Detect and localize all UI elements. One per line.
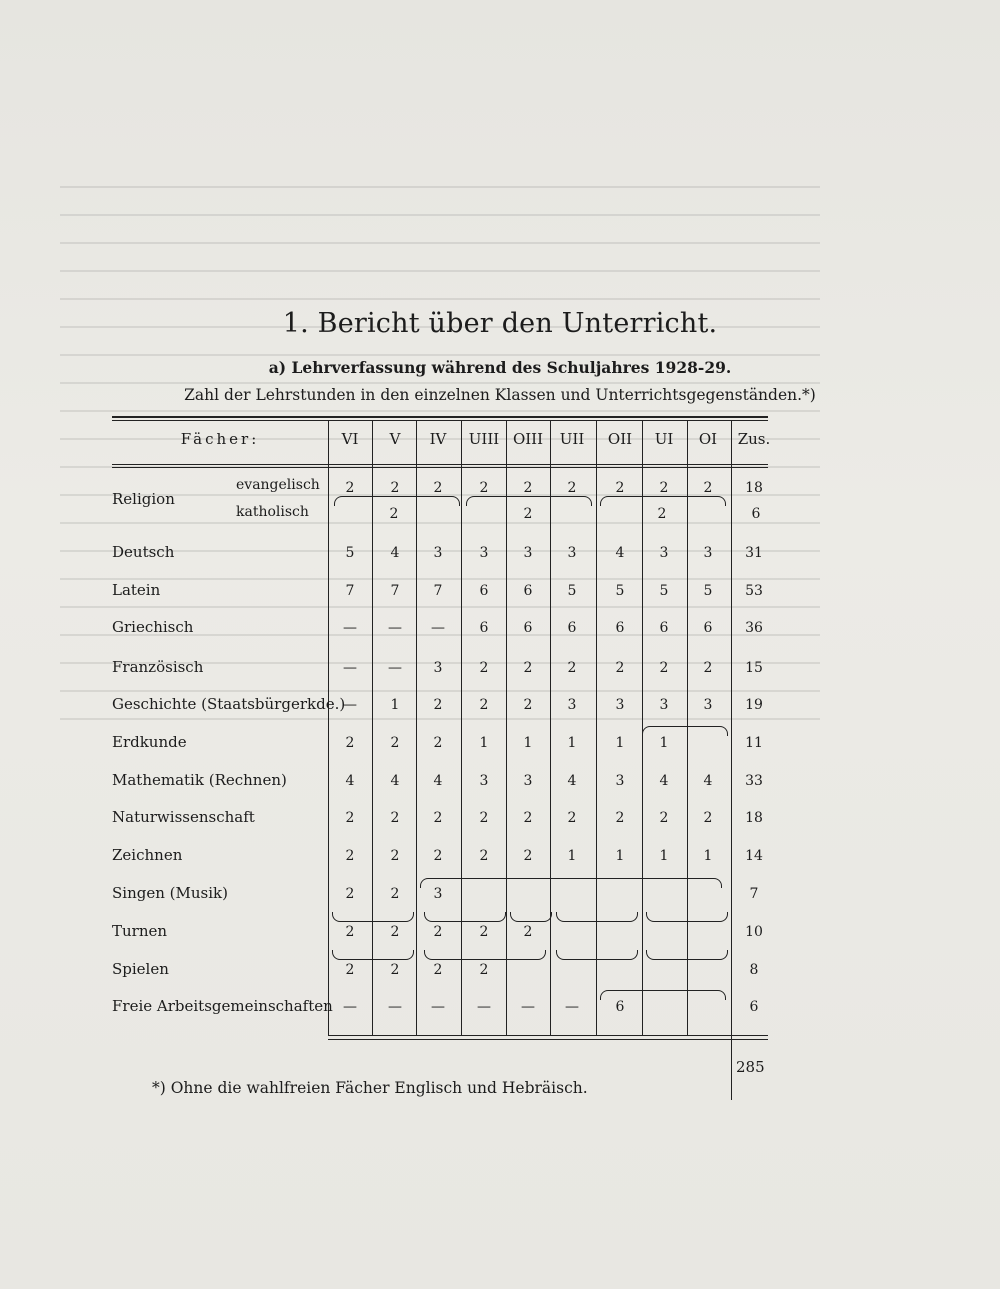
column-line bbox=[550, 420, 551, 1035]
table-cell: — bbox=[431, 999, 445, 1015]
table-cell: 6 bbox=[567, 620, 577, 636]
column-line bbox=[416, 420, 417, 1035]
table-cell: 2 bbox=[523, 810, 533, 826]
table-cell: — bbox=[343, 660, 357, 676]
table-cell: 4 bbox=[567, 773, 577, 789]
table-cell: 3 bbox=[615, 697, 625, 713]
table-cell: 6 bbox=[479, 620, 489, 636]
table-cell: 4 bbox=[390, 773, 400, 789]
table-cell: 2 bbox=[523, 697, 533, 713]
subject-label: Deutsch bbox=[112, 543, 175, 561]
religion-evangelisch-label: evangelisch bbox=[236, 477, 320, 493]
table-cell: 2 bbox=[390, 886, 400, 902]
table-cell: 2 bbox=[390, 480, 400, 496]
table-cell: 2 bbox=[567, 810, 577, 826]
table-cell: 2 bbox=[615, 810, 625, 826]
table-cell: 2 bbox=[479, 480, 489, 496]
table-cell: 2 bbox=[567, 480, 577, 496]
table-cell: 1 bbox=[659, 848, 669, 864]
table-cell: 7 bbox=[390, 583, 400, 599]
table-cell: 3 bbox=[433, 545, 443, 561]
header-rule bbox=[112, 464, 768, 465]
table-cell: 6 bbox=[479, 583, 489, 599]
subject-header: Fächer: bbox=[180, 430, 260, 448]
table-cell: 6 bbox=[523, 583, 533, 599]
table-cell: 2 bbox=[523, 924, 533, 940]
table-cell: 18 bbox=[745, 480, 763, 496]
brace bbox=[646, 950, 728, 960]
subject-label: Turnen bbox=[112, 922, 168, 940]
table-cell: — bbox=[388, 999, 402, 1015]
table-cell: 2 bbox=[523, 660, 533, 676]
table-cell: 6 bbox=[615, 999, 625, 1015]
table-cell: 2 bbox=[345, 886, 355, 902]
column-header-ui: UI bbox=[654, 430, 674, 448]
table-cell: 1 bbox=[615, 848, 625, 864]
table-cell: 3 bbox=[567, 697, 577, 713]
table-cell: 4 bbox=[433, 773, 443, 789]
religion-label: Religion bbox=[112, 490, 175, 508]
subject-label: Spielen bbox=[112, 960, 169, 978]
column-header-uiii: UIII bbox=[468, 430, 500, 448]
table-cell: 10 bbox=[745, 924, 763, 940]
table-cell: 1 bbox=[703, 848, 713, 864]
table-cell: 1 bbox=[479, 735, 489, 751]
table-cell: 2 bbox=[345, 962, 355, 978]
table-cell: 2 bbox=[523, 480, 533, 496]
table-cell: 2 bbox=[479, 810, 489, 826]
brace bbox=[332, 950, 414, 960]
table-cell: 2 bbox=[479, 848, 489, 864]
table-cell: 15 bbox=[745, 660, 763, 676]
column-header-vi: VI bbox=[341, 430, 359, 448]
table-cell: 19 bbox=[745, 697, 763, 713]
table-cell: 5 bbox=[567, 583, 577, 599]
brace bbox=[600, 990, 726, 1000]
table-cell: 2 bbox=[703, 810, 713, 826]
table-cell: 2 bbox=[390, 962, 400, 978]
table-cell: 2 bbox=[390, 735, 400, 751]
table-cell: 8 bbox=[749, 962, 759, 978]
table-cell: 3 bbox=[615, 773, 625, 789]
subject-label: Latein bbox=[112, 581, 161, 599]
table-cell: 6 bbox=[659, 620, 669, 636]
table-cell: 5 bbox=[659, 583, 669, 599]
table-cell: — bbox=[343, 620, 357, 636]
table-cell: 2 bbox=[345, 480, 355, 496]
brace bbox=[334, 496, 460, 506]
table-cell: 3 bbox=[433, 660, 443, 676]
table-cell: — bbox=[343, 999, 357, 1015]
table-cell: 2 bbox=[479, 924, 489, 940]
table-cell: 33 bbox=[745, 773, 763, 789]
table-cell: 4 bbox=[615, 545, 625, 561]
top-rule bbox=[112, 416, 768, 418]
brace bbox=[424, 950, 546, 960]
column-header-iv: IV bbox=[429, 430, 447, 448]
table-cell: 2 bbox=[479, 660, 489, 676]
table-cell: — bbox=[343, 697, 357, 713]
table-cell: 3 bbox=[703, 545, 713, 561]
subject-label: Erdkunde bbox=[112, 733, 187, 751]
bottom-rule bbox=[328, 1035, 768, 1036]
table-cell: — bbox=[431, 620, 445, 636]
table-cell: 3 bbox=[523, 773, 533, 789]
table-cell: 1 bbox=[390, 697, 400, 713]
table-cell: 6 bbox=[749, 999, 759, 1015]
table-cell: 14 bbox=[745, 848, 763, 864]
brace bbox=[556, 950, 638, 960]
table-cell: 6 bbox=[751, 506, 761, 522]
subject-label: Freie Arbeitsgemeinschaften bbox=[112, 997, 333, 1015]
column-header-oiii: OIII bbox=[512, 430, 544, 448]
header-rule-2 bbox=[112, 467, 768, 468]
column-header-oii: OII bbox=[607, 430, 633, 448]
table-cell: 2 bbox=[433, 962, 443, 978]
table-cell: 53 bbox=[745, 583, 763, 599]
column-header-oi: OI bbox=[698, 430, 718, 448]
brace bbox=[600, 496, 726, 506]
table-cell: 11 bbox=[745, 735, 763, 751]
table-cell: 7 bbox=[433, 583, 443, 599]
subtitle: a) Lehrverfassung während des Schuljahres 1928-29. bbox=[268, 358, 732, 377]
table-cell: 4 bbox=[703, 773, 713, 789]
table-cell: 1 bbox=[659, 735, 669, 751]
footnote: *) Ohne die wahlfreien Fächer Englisch und Hebräisch. bbox=[152, 1079, 588, 1097]
table-cell: 3 bbox=[567, 545, 577, 561]
brace bbox=[424, 912, 506, 922]
table-cell: — bbox=[388, 620, 402, 636]
table-cell: 1 bbox=[523, 735, 533, 751]
subject-label: Zeichnen bbox=[112, 846, 183, 864]
table-cell: 2 bbox=[389, 506, 399, 522]
column-header-zus.: Zus. bbox=[737, 430, 771, 448]
table-cell: 6 bbox=[615, 620, 625, 636]
brace bbox=[642, 726, 728, 736]
column-line bbox=[596, 420, 597, 1035]
table-cell: 36 bbox=[745, 620, 763, 636]
table-cell: 2 bbox=[567, 660, 577, 676]
table-cell: 2 bbox=[433, 735, 443, 751]
table-cell: 2 bbox=[433, 697, 443, 713]
brace bbox=[510, 912, 552, 922]
grand-total: 285 bbox=[736, 1058, 765, 1076]
table-cell: 5 bbox=[345, 545, 355, 561]
subject-label: Französisch bbox=[112, 658, 204, 676]
table-cell: 4 bbox=[390, 545, 400, 561]
column-header-uii: UII bbox=[559, 430, 585, 448]
column-line bbox=[328, 420, 329, 1035]
table-cell: 2 bbox=[345, 810, 355, 826]
table-cell: 2 bbox=[523, 848, 533, 864]
table-cell: 3 bbox=[523, 545, 533, 561]
subject-label: Griechisch bbox=[112, 618, 194, 636]
table-cell: — bbox=[565, 999, 579, 1015]
table-cell: — bbox=[388, 660, 402, 676]
subject-label: Geschichte (Staatsbürgerkde.) bbox=[112, 695, 346, 713]
table-cell: 7 bbox=[345, 583, 355, 599]
table-cell: 4 bbox=[345, 773, 355, 789]
table-cell: 2 bbox=[345, 735, 355, 751]
table-cell: 2 bbox=[659, 810, 669, 826]
table-cell: 18 bbox=[745, 810, 763, 826]
top-rule-2 bbox=[112, 420, 768, 421]
table-cell: — bbox=[521, 999, 535, 1015]
subject-label: Mathematik (Rechnen) bbox=[112, 771, 287, 789]
table-cell: 3 bbox=[479, 545, 489, 561]
table-cell: 6 bbox=[523, 620, 533, 636]
religion-katholisch-label: katholisch bbox=[236, 504, 309, 520]
table-cell: 7 bbox=[749, 886, 759, 902]
column-line bbox=[506, 420, 507, 1035]
table-cell: 4 bbox=[659, 773, 669, 789]
table-caption: Zahl der Lehrstunden in den einzelnen Klassen und Unterrichtsgegenständen.*) bbox=[184, 386, 816, 404]
table-cell: 2 bbox=[659, 480, 669, 496]
table-cell: 2 bbox=[523, 506, 533, 522]
table-cell: — bbox=[477, 999, 491, 1015]
table-cell: 1 bbox=[615, 735, 625, 751]
brace bbox=[646, 912, 728, 922]
subject-label: Singen (Musik) bbox=[112, 884, 228, 902]
table-cell: 3 bbox=[703, 697, 713, 713]
table-cell: 1 bbox=[567, 848, 577, 864]
table-cell: 2 bbox=[433, 810, 443, 826]
table-cell: 2 bbox=[390, 848, 400, 864]
table-cell: 1 bbox=[567, 735, 577, 751]
table-cell: 3 bbox=[433, 886, 443, 902]
table-cell: 3 bbox=[479, 773, 489, 789]
table-cell: 2 bbox=[615, 660, 625, 676]
table-cell: 2 bbox=[433, 480, 443, 496]
brace bbox=[420, 878, 722, 888]
page-title: 1. Bericht über den Unterricht. bbox=[282, 308, 718, 339]
table-cell: 2 bbox=[390, 924, 400, 940]
table-cell: 31 bbox=[745, 545, 763, 561]
table-cell: 3 bbox=[659, 697, 669, 713]
total-line bbox=[731, 420, 732, 1100]
table-cell: 2 bbox=[703, 480, 713, 496]
table-cell: 2 bbox=[433, 924, 443, 940]
table-cell: 3 bbox=[659, 545, 669, 561]
table-cell: 2 bbox=[657, 506, 667, 522]
bottom-rule-2 bbox=[328, 1039, 768, 1040]
table-cell: 2 bbox=[615, 480, 625, 496]
table-cell: 2 bbox=[479, 962, 489, 978]
table-cell: 2 bbox=[433, 848, 443, 864]
subject-label: Naturwissenschaft bbox=[112, 808, 255, 826]
table-cell: 2 bbox=[479, 697, 489, 713]
table-cell: 2 bbox=[390, 810, 400, 826]
brace bbox=[466, 496, 592, 506]
table-cell: 5 bbox=[615, 583, 625, 599]
table-cell: 6 bbox=[703, 620, 713, 636]
table-cell: 2 bbox=[659, 660, 669, 676]
brace bbox=[556, 912, 638, 922]
table-cell: 5 bbox=[703, 583, 713, 599]
table-cell: 2 bbox=[703, 660, 713, 676]
column-header-v: V bbox=[389, 430, 401, 448]
column-line bbox=[372, 420, 373, 1035]
brace bbox=[332, 912, 414, 922]
table-cell: 2 bbox=[345, 848, 355, 864]
table-cell: 2 bbox=[345, 924, 355, 940]
column-line bbox=[461, 420, 462, 1035]
